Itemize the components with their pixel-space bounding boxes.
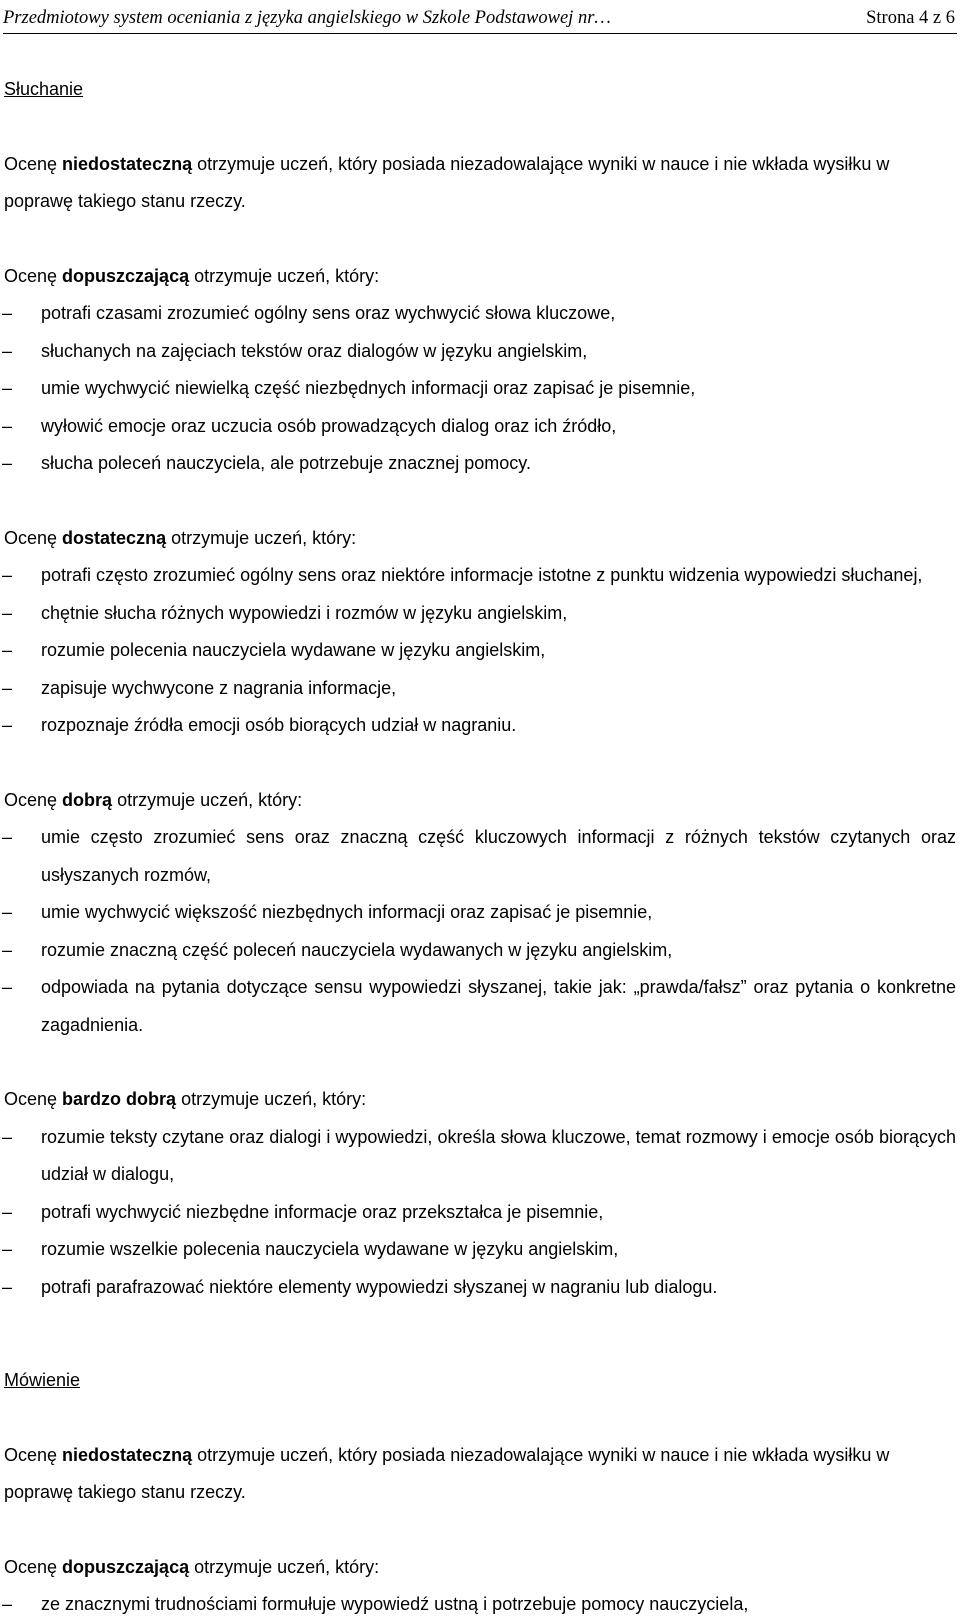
- list-item-text: umie wychwycić większość niezbędnych informacji oraz zapisać je pisemnie,: [41, 902, 653, 922]
- dash-bullet-icon: –: [2, 303, 13, 323]
- list-item: [4, 932, 956, 970]
- grade-prefix: Ocenę: [4, 1089, 63, 1109]
- grade-prefix: Ocenę: [4, 265, 63, 286]
- dash-bullet-icon: –: [2, 378, 13, 398]
- dash-bullet-icon: –: [2, 340, 13, 361]
- grade-prefix: Ocenę: [4, 527, 63, 548]
- grade-name: dobrą: [62, 789, 113, 810]
- dash-bullet-icon: –: [2, 565, 13, 585]
- grade-heading-dop: [4, 258, 956, 296]
- list-item-text: słuchanych na zajęciach tekstów oraz dialogów w języku angielskim,: [41, 340, 588, 361]
- list-item: [4, 1194, 956, 1232]
- list-item-text: umie wychwycić niewielką część niezbędnych informacji oraz zapisać je pisemnie,: [41, 378, 696, 398]
- header-title: Przedmiotowy system oceniania z języka angielskiego w Szkole Podstawowej nr…: [3, 8, 611, 28]
- list-item-text: potrafi wychwycić niezbędne informacje oraz przekształca je pisemnie,: [41, 1201, 604, 1222]
- criteria-list-dop: [4, 1586, 956, 1624]
- grade-paragraph-ndst: [4, 1437, 956, 1512]
- dash-bullet-icon: –: [2, 1594, 13, 1614]
- dash-bullet-icon: –: [2, 902, 13, 922]
- list-item: [4, 632, 956, 670]
- list-item: [4, 1119, 956, 1194]
- grade-paragraph-ndst: [4, 146, 956, 221]
- dash-bullet-icon: –: [2, 1201, 13, 1222]
- dash-bullet-icon: –: [2, 715, 13, 735]
- grade-prefix: Ocenę: [4, 153, 63, 174]
- dash-bullet-icon: –: [2, 1276, 13, 1297]
- criteria-list-dop: [4, 295, 956, 483]
- grade-prefix: Ocenę: [4, 789, 63, 810]
- list-item-text: potrafi czasami zrozumieć ogólny sens oraz wychwycić słowa kluczowe,: [41, 303, 616, 323]
- dash-bullet-icon: –: [2, 827, 13, 847]
- list-item: [4, 1269, 956, 1307]
- grade-suffix: otrzymuje uczeń, który:: [166, 527, 357, 548]
- list-item: [4, 819, 956, 894]
- dash-bullet-icon: –: [2, 677, 13, 698]
- list-item-text: zapisuje wychwycone z nagrania informacje,: [41, 677, 397, 698]
- list-item: [4, 370, 956, 408]
- list-item: [4, 295, 956, 333]
- list-item-text: potrafi często zrozumieć ogólny sens oraz niektóre informacje istotne z punktu widzenia wypowiedzi słuchanej,: [41, 565, 923, 585]
- dash-bullet-icon: –: [2, 640, 13, 660]
- grade-suffix: otrzymuje uczeń, który:: [189, 1556, 380, 1577]
- list-item-text: rozumie znaczną część poleceń nauczyciela wydawanych w języku angielskim,: [41, 939, 673, 960]
- list-item: [4, 333, 956, 371]
- list-item: [4, 445, 956, 483]
- document-body: [4, 71, 956, 1624]
- grade-name: niedostateczną: [62, 153, 193, 174]
- page-header: [3, 0, 957, 34]
- list-item-text: ze znacznymi trudnościami formułuje wypowiedź ustną i potrzebuje pomocy nauczyciela,: [41, 1594, 749, 1614]
- list-item: [4, 557, 956, 595]
- list-item: [4, 595, 956, 633]
- list-item-text: odpowiada na pytania dotyczące sensu wypowiedzi słyszanej, takie jak: „prawda/fałsz” oraz pytania o konkretne zagadnienia.: [41, 977, 956, 1035]
- grade-suffix: otrzymuje uczeń, który:: [112, 789, 303, 810]
- list-item-text: słucha poleceń nauczyciela, ale potrzebuje znacznej pomocy.: [41, 453, 531, 473]
- section-title-sluchanie: Słuchanie: [4, 79, 84, 99]
- grade-prefix: Ocenę: [4, 1444, 63, 1465]
- grade-heading-dop: [4, 1549, 956, 1587]
- grade-suffix: otrzymuje uczeń, który posiada niezadowalające wyniki w nauce i nie wkłada wysiłku w poprawę takiego stanu rzeczy.: [4, 153, 890, 211]
- dash-bullet-icon: –: [2, 1126, 13, 1147]
- grade-name: dopuszczającą: [62, 265, 190, 286]
- list-item: [4, 1231, 956, 1269]
- grade-name: dostateczną: [62, 527, 167, 548]
- dash-bullet-icon: –: [2, 453, 13, 473]
- list-item: [4, 408, 956, 446]
- grade-name: bardzo dobrą: [62, 1089, 177, 1109]
- list-item-text: chętnie słucha różnych wypowiedzi i rozmów w języku angielskim,: [41, 602, 568, 623]
- list-item-text: rozumie polecenia nauczyciela wydawane w języku angielskim,: [41, 640, 546, 660]
- grade-name: niedostateczną: [62, 1444, 193, 1465]
- list-item: [4, 1586, 956, 1624]
- section-title-mowienie: Mówienie: [4, 1370, 81, 1390]
- dash-bullet-icon: –: [2, 977, 13, 997]
- list-item: [4, 670, 956, 708]
- grade-suffix: otrzymuje uczeń, który:: [189, 265, 380, 286]
- dash-bullet-icon: –: [2, 1239, 13, 1259]
- grade-heading-dst: [4, 520, 956, 558]
- list-item: [4, 969, 956, 1044]
- list-item: [4, 707, 956, 745]
- criteria-list-db: [4, 819, 956, 1044]
- criteria-list-bdb: [4, 1119, 956, 1307]
- criteria-list-dst: [4, 557, 956, 745]
- grade-heading-bdb: [4, 1081, 956, 1119]
- grade-suffix: otrzymuje uczeń, który posiada niezadowalające wyniki w nauce i nie wkłada wysiłku w poprawę takiego stanu rzeczy.: [4, 1444, 890, 1502]
- list-item-text: rozumie wszelkie polecenia nauczyciela wydawane w języku angielskim,: [41, 1239, 619, 1259]
- dash-bullet-icon: –: [2, 415, 13, 436]
- grade-name: dopuszczającą: [62, 1556, 190, 1577]
- list-item-text: rozpoznaje źródła emocji osób biorących udział w nagraniu.: [41, 715, 517, 735]
- list-item-text: rozumie teksty czytane oraz dialogi i wypowiedzi, określa słowa kluczowe, temat rozmowy i emocje osób biorących udział w dialogu,: [41, 1126, 956, 1184]
- page-number: Strona 4 z 6: [866, 8, 955, 28]
- grade-suffix: otrzymuje uczeń, który:: [176, 1089, 367, 1109]
- grade-heading-db: [4, 782, 956, 820]
- dash-bullet-icon: –: [2, 602, 13, 623]
- list-item: [4, 894, 956, 932]
- grade-prefix: Ocenę: [4, 1556, 63, 1577]
- list-item-text: umie często zrozumieć sens oraz znaczną część kluczowych informacji z różnych tekstów czytanych oraz usłyszanych rozmów,: [41, 827, 956, 885]
- list-item-text: wyłowić emocje oraz uczucia osób prowadzących dialog oraz ich źródło,: [41, 415, 617, 436]
- list-item-text: potrafi parafrazować niektóre elementy wypowiedzi słyszanej w nagraniu lub dialogu.: [41, 1276, 718, 1297]
- dash-bullet-icon: –: [2, 939, 13, 960]
